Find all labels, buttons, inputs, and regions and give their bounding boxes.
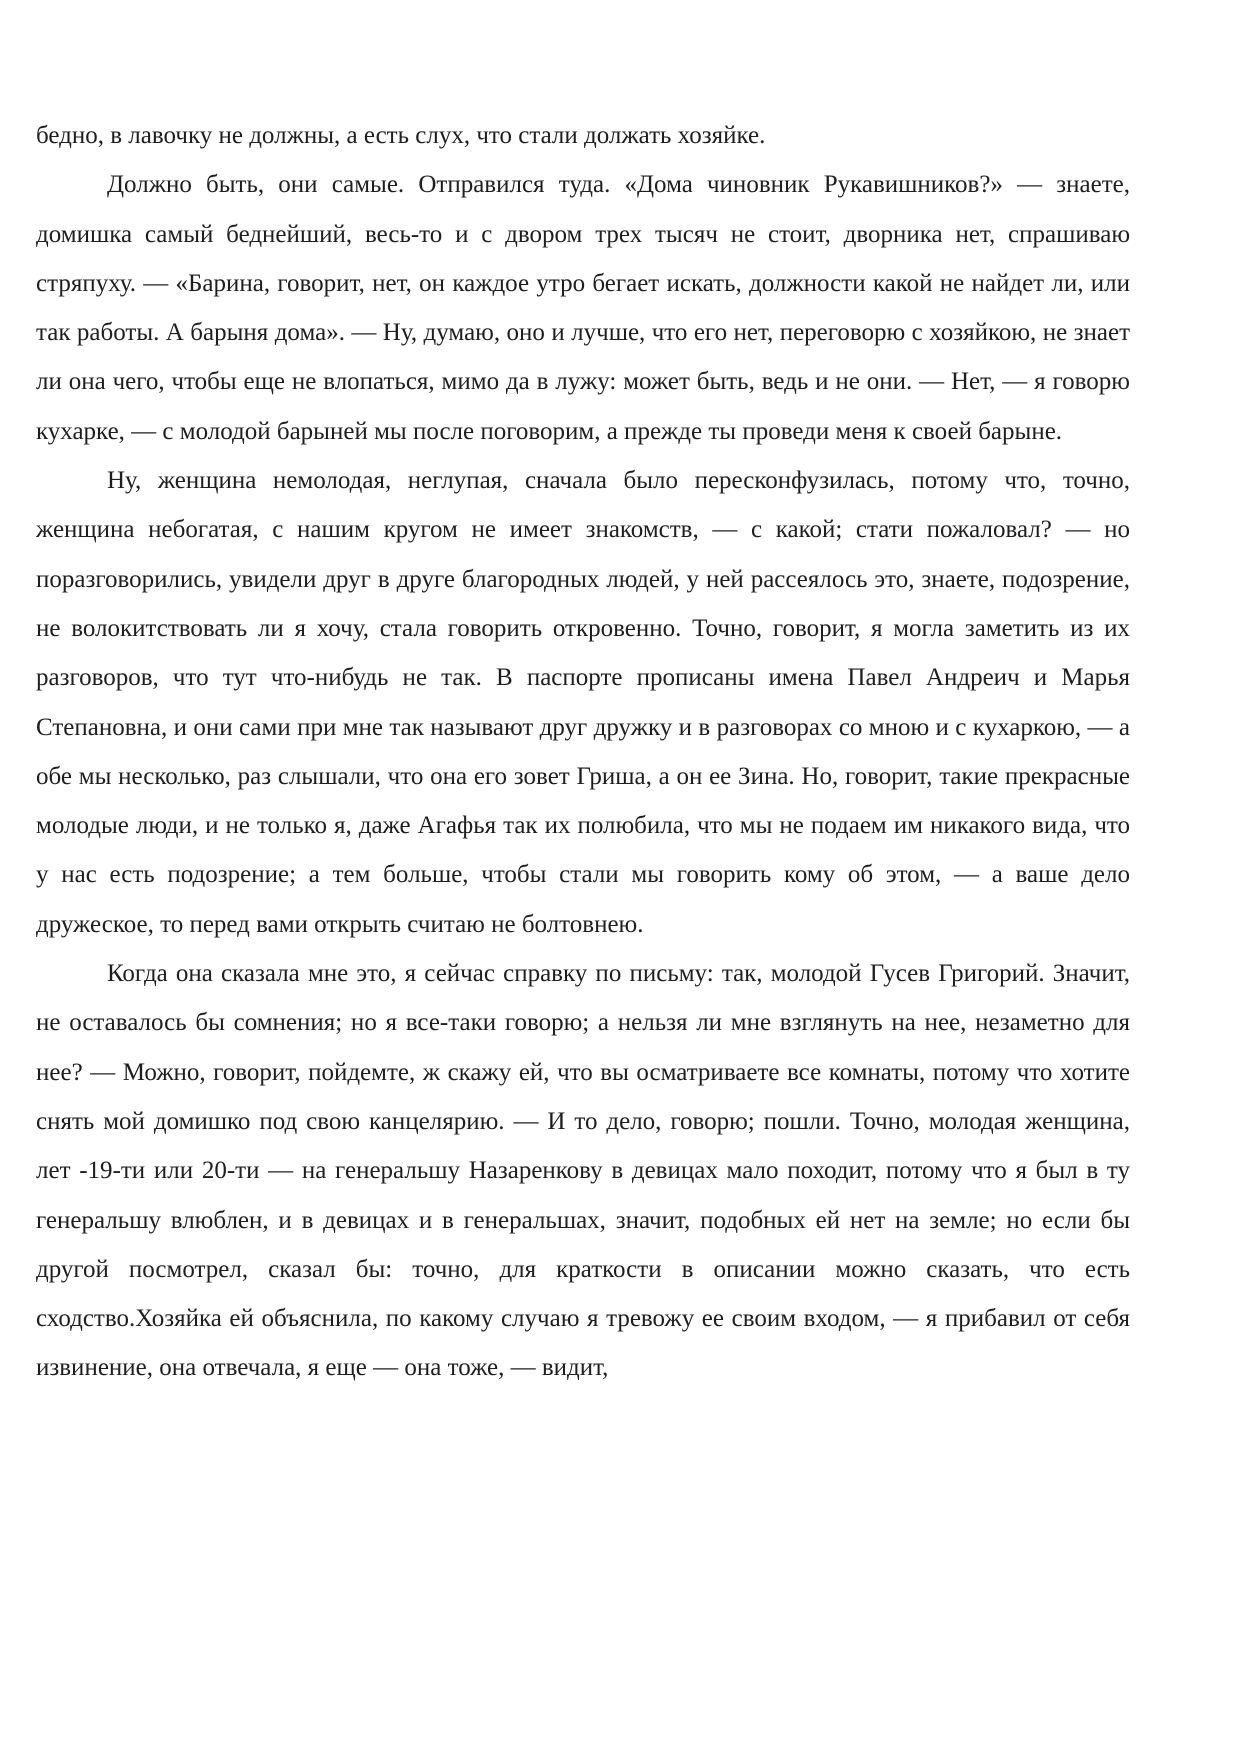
paragraph: Должно быть, они самые. Отправился туда. «Дома чиновник Рукавишников?» — знаете, домишка самый беднейший, весь-то и с двором трех тысяч не стоит, дворника нет, спрашиваю стряпуху. — «Барина, говорит, нет, он каждое утро бегает искать, должности какой не найдет ли, или так работы. А барыня дома». — Ну, думаю, оно и лучше, что его нет, переговорю с хозяйкою, не знает ли она чего, чтобы еще не влопаться, мимо да в лужу: может быть, ведь и не они. — Нет, — я говорю кухарке, — с молодой барыней мы после поговорим, а прежде ты проведи меня к своей барыне. — [36, 171, 1130, 445]
paragraph: Ну, женщина немолодая, неглупая, сначала было пересконфузилась, потому что, точно, женщина небогатая, с нашим кругом не имеет знакомств, — с какой; стати пожаловал? — но поразговорились, увидели друг в друге благородных людей, у ней рассеялось это, знаете, подозрение, не волокитствовать ли я хочу, стала говорить откровенно. Точно, говорит, я могла заметить из их разговоров, что тут что-нибудь не так. В паспорте прописаны имена Павел Андреич и Марья Степановна, и они сами при мне так называют друг дружку и в разговорах со мною и с кухаркою, — а обе мы несколько, раз слышали, что она его зовет Гриша, а он ее Зина. Но, говорит, такие прекрасные молодые люди, и не только я, даже Агафья так их полюбила, что мы не подаем им никакого вида, что у нас есть подозрение; а тем больше, чтобы стали мы говорить кому об этом, — а ваше дело дружеское, то перед вами открыть считаю не болтовнею. — [36, 467, 1130, 938]
paragraph: Когда она сказала мне это, я сейчас справку по письму: так, молодой Гусев Григорий. Значит, не оставалось бы сомнения; но я все-таки говорю; а нельзя ли мне взглянуть на нее, незаметно для нее? — Можно, говорит, пойдемте, ж скажу ей, что вы осматриваете все комнаты, потому что хотите снять мой домишко под свою канцелярию. — И то дело, говорю; пошли. Точно, молодая женщина, лет -19-ти или 20-ти — на генеральшу Назаренкову в девицах мало походит, потому что я был в ту генеральшу влюблен, и в девицах и в генеральшах, значит, подобных ей нет на земле; но если бы другой посмотрел, сказал бы: точно, для краткости в описании можно сказать, что есть сходство.Хозяйка ей объяснила, по какому случаю я тревожу ее своим входом, — я прибавил от себя извинение, она отвечала, я еще — она тоже, — видит, — [36, 960, 1130, 1382]
paragraph-continued: бедно, в лавочку не должны, а есть слух, что стали должать хозяйке. — [36, 122, 766, 149]
body-text — [36, 111, 1130, 1393]
